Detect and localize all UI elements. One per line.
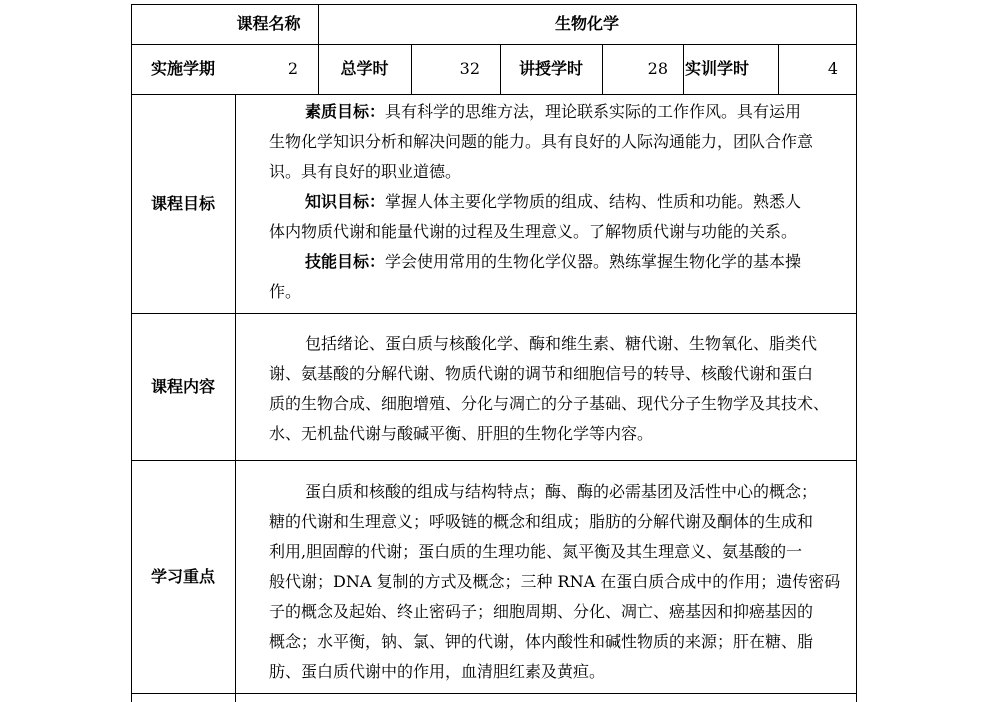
- label-column-divider: [235, 94, 236, 702]
- content-line-3: 质的生物合成、细胞增殖、分化与凋亡的分子基础、现代分子生物学及其技术、: [269, 394, 830, 413]
- key-points-line-5: 子的概念及起始、终止密码子；细胞周期、分化、凋亡、癌基因和抑癌基因的: [269, 602, 814, 621]
- semester-value: 2: [287, 59, 298, 78]
- table-divider-5: [131, 693, 857, 694]
- key-points-line-4: 般代谢；DNA 复制的方式及概念；三种 RNA 在蛋白质合成中的作用；遗传密码: [269, 572, 841, 591]
- lecture-hours-value: 28: [647, 59, 668, 78]
- skill-goal-title: 技能目标：: [305, 252, 386, 271]
- lecture-hours-label: 讲授学时: [518, 59, 583, 78]
- practice-hours-value: 4: [827, 59, 838, 78]
- row2-divider-d: [683, 44, 684, 94]
- course-name-value: 生物化学: [554, 14, 619, 33]
- key-points-line-2: 糖的代谢和生理意义；呼吸链的概念和组成；脂肪的分解代谢及酮体的生成和: [269, 512, 814, 531]
- key-points-line-3: 利用,胆固醇的代谢；蛋白质的生理功能、氮平衡及其生理意义、氨基酸的一: [269, 542, 803, 561]
- table-divider-2: [131, 94, 857, 95]
- skill-goal-line-2: 作。: [269, 282, 302, 301]
- quality-goal-line-3: 识。具有良好的职业道德。: [269, 162, 462, 181]
- quality-goal-line-1: [305, 97, 801, 127]
- quality-goal-title: 素质目标：: [305, 102, 386, 121]
- table-border-right: [856, 4, 857, 702]
- skill-goal-line-1: [305, 247, 801, 277]
- quality-goal-line-2: 生物化学知识分析和解决问题的能力。具有良好的人际沟通能力，团队合作意: [269, 132, 814, 151]
- key-points-label: 学习重点: [150, 566, 215, 586]
- content-line-2: 谢、氨基酸的分解代谢、物质代谢的调节和细胞信号的转导、核酸代谢和蛋白: [269, 364, 814, 383]
- practice-hours-label: 实训学时: [685, 59, 750, 78]
- skill-goal-text-1: 学会使用常用的生物化学仪器。熟练掌握生物化学的基本操: [385, 252, 802, 271]
- content-line-4: 水、无机盐代谢与酸碱平衡、肝胆的生物化学等内容。: [269, 424, 654, 443]
- table-divider-4: [131, 460, 857, 461]
- content-line-1: 包括绪论、蛋白质与核酸化学、酶和维生素、糖代谢、生物氧化、脂类代: [305, 334, 818, 353]
- quality-goal-text-1: 具有科学的思维方法，理论联系实际的工作作风。具有运用: [385, 102, 802, 121]
- semester-label: 实施学期: [150, 59, 215, 78]
- key-points-line-6: 概念；水平衡，钠、氯、钾的代谢，体内酸性和碱性物质的来源；肝在糖、脂: [269, 632, 814, 651]
- table-divider-3: [131, 313, 857, 314]
- goals-label: 课程目标: [150, 193, 215, 213]
- total-hours-label: 总学时: [340, 59, 389, 78]
- total-hours-value: 32: [459, 59, 480, 78]
- content-label: 课程内容: [150, 376, 215, 396]
- key-points-line-7: 肪、蛋白质代谢中的作用，血清胆红素及黄疸。: [269, 662, 606, 681]
- knowledge-goal-title: 知识目标：: [305, 192, 386, 211]
- knowledge-goal-line-2: 体内物质代谢和能量代谢的过程及生理意义。了解物质代谢与功能的关系。: [269, 222, 798, 241]
- course-name-label: 课程名称: [236, 14, 301, 33]
- knowledge-goal-text-1: 掌握人体主要化学物质的组成、结构、性质和功能。熟悉人: [385, 192, 802, 211]
- knowledge-goal-line-1: [305, 187, 801, 217]
- key-points-line-1: 蛋白质和核酸的组成与结构特点；酶、酶的必需基团及活性中心的概念；: [305, 482, 818, 501]
